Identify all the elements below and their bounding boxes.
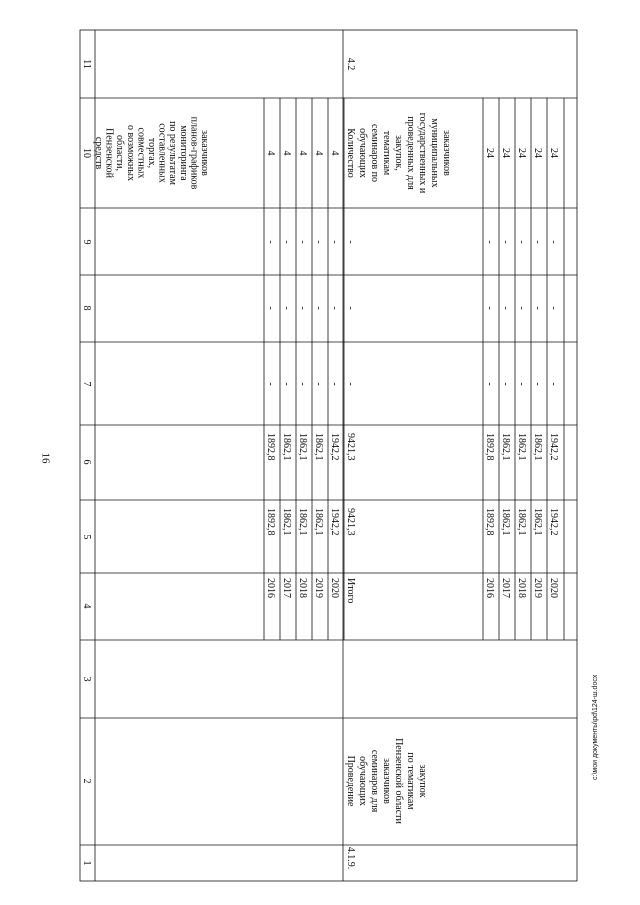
year-cell: 2017: [281, 578, 292, 598]
col10-value: 24: [500, 148, 511, 158]
col9-value: -: [500, 240, 511, 244]
year-cell: 2020: [548, 578, 559, 598]
col8-value: -: [297, 306, 308, 310]
column-header-2: 2: [81, 778, 92, 784]
col10-value: 4: [281, 150, 292, 156]
col9-value: -: [313, 240, 324, 244]
year-cell: 2018: [297, 578, 308, 598]
col6-value: 1942,2: [329, 433, 340, 461]
indicator-text: области,: [114, 135, 126, 171]
column-header-7: 7: [81, 381, 92, 387]
col8-value: -: [265, 306, 276, 310]
indicator-text: обучающих: [357, 128, 368, 178]
col10-value: 24: [532, 148, 543, 158]
col6-value: 1862,1: [532, 433, 543, 461]
total-col6: 9421,3: [345, 433, 356, 461]
indicator-text: закупок,: [393, 135, 404, 171]
col8-value: -: [548, 306, 559, 310]
indicator-text: муниципальных: [429, 118, 440, 188]
col7-value: -: [313, 382, 324, 386]
col5-value: 1862,1: [500, 508, 511, 536]
col8-value: -: [281, 306, 292, 310]
col8-value: -: [313, 306, 324, 310]
total-col9: -: [345, 240, 356, 244]
item-title: семинаров для: [369, 749, 380, 813]
col8-value: -: [500, 306, 511, 310]
column-header-11: 11: [81, 59, 92, 69]
col7-value: -: [532, 382, 543, 386]
col5-value: 1862,1: [313, 508, 324, 536]
column-header-8: 8: [81, 305, 92, 311]
col10-value: 4: [297, 150, 308, 156]
column-header-10: 10: [81, 148, 92, 158]
col6-value: 1862,1: [313, 433, 324, 461]
col5-value: 1942,2: [548, 508, 559, 536]
col11-ref: 4.2: [345, 57, 356, 71]
col10-value: 24: [548, 148, 559, 158]
indicator-text: совместных: [135, 127, 147, 179]
column-header-1: 1: [81, 860, 92, 866]
col7-value: -: [265, 382, 276, 386]
col7-value: -: [329, 382, 340, 386]
col7-value: -: [516, 382, 527, 386]
year-cell: 2020: [329, 578, 340, 598]
col6-value: 1892,8: [484, 433, 495, 461]
col9-value: -: [516, 240, 527, 244]
item-title: Пензенской области: [393, 738, 404, 824]
col6-value: 1942,2: [548, 433, 559, 461]
col10-value: 4: [313, 150, 324, 156]
column-header-4: 4: [81, 603, 92, 609]
total-col8: -: [345, 306, 356, 310]
indicator-text: Пензенской: [103, 128, 115, 178]
column-header-9: 9: [81, 239, 92, 245]
col8-value: -: [484, 306, 495, 310]
col9-value: -: [548, 240, 559, 244]
indicator-text: семинаров по: [369, 123, 380, 183]
year-cell: 2017: [500, 578, 511, 598]
year-cell: 2018: [516, 578, 527, 598]
indicator-text: государственных и: [417, 112, 428, 194]
item-number: 4.1.9.: [345, 846, 356, 870]
item-title: Проведение: [345, 755, 356, 807]
col9-value: -: [281, 240, 292, 244]
col9-value: -: [297, 240, 308, 244]
indicator-text: тематикам: [381, 130, 392, 176]
page-number: 16: [39, 452, 52, 464]
item-title: по тематикам: [405, 752, 416, 810]
col5-value: 1862,1: [281, 508, 292, 536]
year-cell: 2019: [532, 578, 543, 598]
item-title: обучающих: [357, 756, 368, 806]
col8-value: -: [516, 306, 527, 310]
col6-value: 1862,1: [516, 433, 527, 461]
col10-value: 24: [516, 148, 527, 158]
item-title: закупок: [417, 764, 428, 798]
indicator-text: Количество: [345, 128, 356, 178]
col7-value: -: [548, 382, 559, 386]
total-col7: -: [345, 382, 356, 386]
indicator-text: о возможных: [124, 124, 136, 182]
indicator-text: заказчиков: [199, 130, 210, 176]
item-title: заказчиков: [381, 758, 392, 804]
indicator-text: планов-графиков: [188, 116, 200, 190]
column-header-6: 6: [81, 459, 92, 465]
indicator-text: по результатам: [167, 121, 179, 185]
col10-value: 4: [265, 150, 276, 156]
column-header-3: 3: [81, 676, 92, 682]
year-cell: 2019: [313, 578, 324, 598]
col5-value: 1942,2: [329, 508, 340, 536]
total-label: Итого: [345, 578, 356, 604]
indicator-text: торгах,: [146, 137, 157, 169]
col8-value: -: [532, 306, 543, 310]
cells: [81, 58, 564, 870]
indicator-text: средств: [93, 136, 104, 170]
year-cell: 2016: [484, 578, 495, 598]
col5-value: 1862,1: [297, 508, 308, 536]
col7-value: -: [297, 382, 308, 386]
col5-value: 1862,1: [516, 508, 527, 536]
col6-value: 1862,1: [500, 433, 511, 461]
footer-path: c:\мои документы\pd\124-ш.docx: [592, 674, 599, 780]
total-col5: 9421,3: [345, 508, 356, 536]
col9-value: -: [532, 240, 543, 244]
col7-value: -: [500, 382, 511, 386]
col5-value: 1892,8: [484, 508, 495, 536]
col9-value: -: [484, 240, 495, 244]
indicator-text: заказчиков: [441, 130, 452, 176]
year-cell: 2016: [265, 578, 276, 598]
col10-value: 4: [329, 150, 340, 156]
col6-value: 1862,1: [297, 433, 308, 461]
col6-value: 1892,8: [265, 433, 276, 461]
col8-value: -: [329, 306, 340, 310]
column-header-5: 5: [81, 534, 92, 540]
col7-value: -: [484, 382, 495, 386]
col6-value: 1862,1: [281, 433, 292, 461]
col5-value: 1862,1: [532, 508, 543, 536]
col10-value: 24: [484, 148, 495, 158]
col5-value: 1892,8: [265, 508, 276, 536]
indicator-text: мониторинга: [177, 125, 189, 181]
indicator-text: составленных: [156, 123, 168, 183]
col7-value: -: [281, 382, 292, 386]
col9-value: -: [265, 240, 276, 244]
indicator-text: проведенных для: [405, 116, 416, 190]
col9-value: -: [329, 240, 340, 244]
